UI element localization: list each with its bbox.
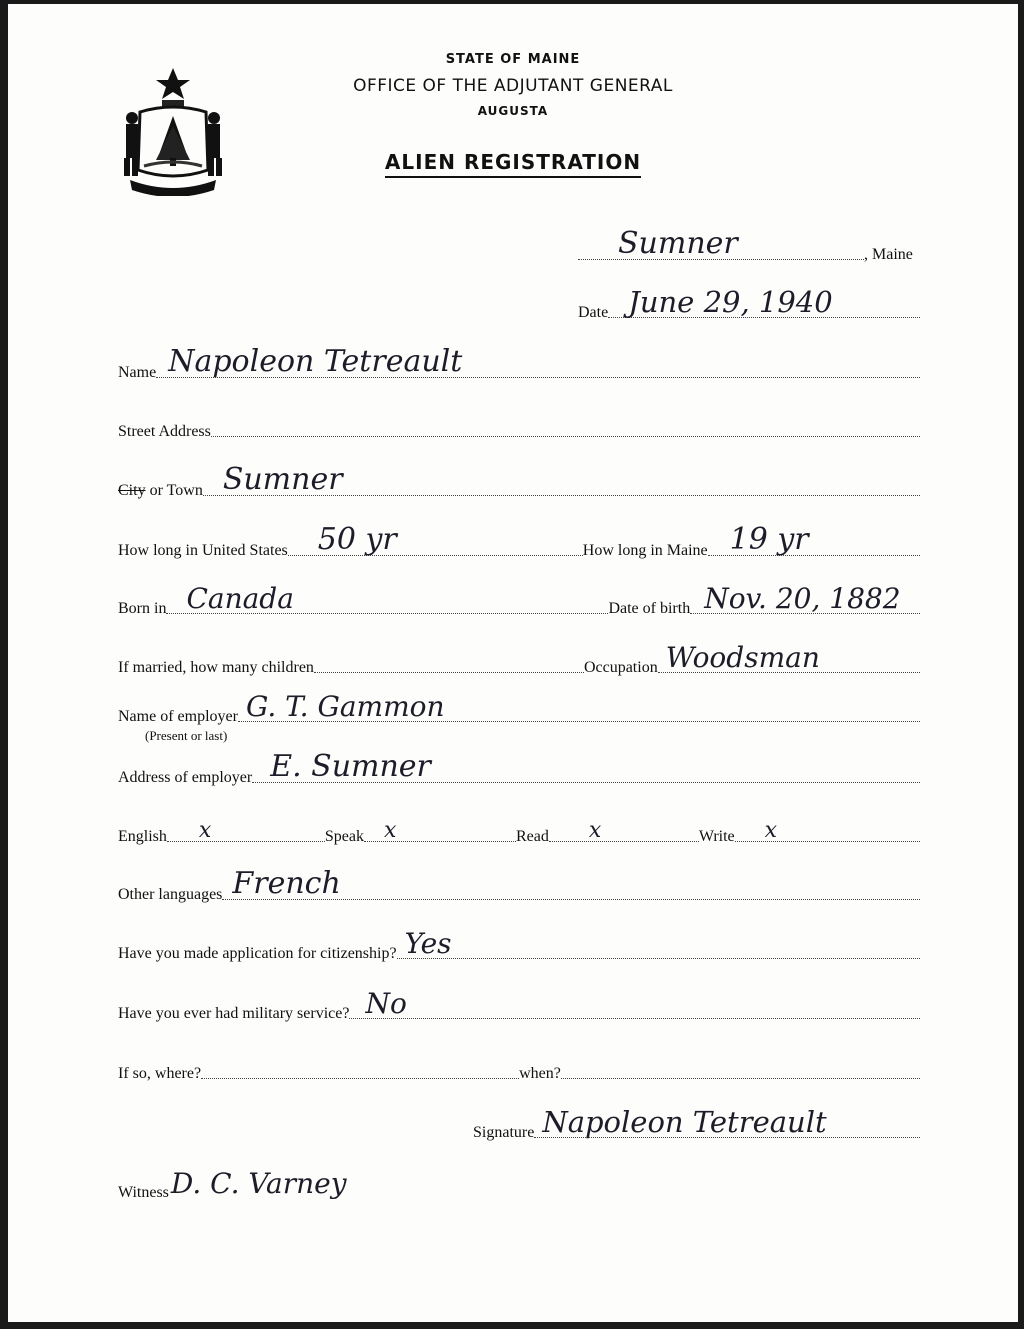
town-field[interactable] (203, 459, 920, 496)
us-years-value: 50 yr (317, 522, 397, 557)
read-value: x (588, 818, 602, 843)
office-heading: OFFICE OF THE ADJUTANT GENERAL (353, 76, 673, 96)
speak-label: Speak (324, 828, 364, 845)
signature-row (473, 1104, 920, 1144)
other-languages-value: French (232, 866, 341, 901)
birth-row (118, 580, 920, 620)
dob-field[interactable] (690, 577, 920, 614)
city-heading: AUGUSTA (477, 104, 549, 118)
citizenship-field[interactable] (397, 922, 920, 959)
children-field[interactable] (314, 636, 584, 673)
employer-row (118, 688, 920, 728)
town-row (118, 462, 920, 502)
street-label: Street Address (118, 423, 211, 440)
born-field[interactable] (166, 577, 608, 614)
born-value: Canada (186, 582, 294, 615)
name-row (118, 344, 920, 384)
military-field[interactable] (349, 982, 920, 1019)
street-row (118, 403, 920, 443)
military-row (118, 985, 920, 1025)
service-detail-row (118, 1045, 920, 1085)
language-ability-row (118, 808, 920, 848)
employer-address-row (118, 749, 920, 789)
place-suffix: , Maine (864, 246, 913, 263)
signature-label: Signature (473, 1124, 535, 1141)
children-label: If married, how many children (118, 659, 314, 676)
place-field[interactable] (578, 223, 864, 260)
employer-address-label: Address of employer (118, 769, 253, 786)
maine-years-value: 19 yr (729, 522, 809, 557)
employer-sublabel: (Present or last) (145, 728, 228, 743)
occupation-field[interactable] (658, 636, 920, 673)
maine-years-label: How long in Maine (582, 542, 708, 559)
where-label: If so, where? (118, 1065, 202, 1082)
read-label: Read (516, 828, 549, 845)
place-value: Sumner (618, 226, 738, 261)
dob-value: Nov. 20, 1882 (704, 582, 901, 615)
witness-label: Witness (118, 1184, 169, 1201)
employer-value: G. T. Gammon (245, 690, 445, 723)
name-field[interactable] (156, 341, 920, 378)
name-value: Napoleon Tetreault (168, 344, 463, 379)
seal-banner-text: MAINE (150, 176, 196, 189)
form-title-wrap (8, 150, 1018, 174)
name-label: Name (118, 364, 157, 381)
english-field[interactable] (167, 805, 325, 842)
family-row (118, 639, 920, 679)
other-languages-label: Other languages (118, 886, 223, 903)
date-value: June 29, 1940 (628, 285, 833, 319)
town-label-struck: City (118, 482, 146, 499)
english-label: English (118, 828, 167, 845)
write-label: Write (698, 828, 735, 845)
witness-row (118, 1164, 408, 1204)
when-field[interactable] (561, 1042, 920, 1079)
town-label-rest: or Town (145, 482, 203, 499)
where-field[interactable] (201, 1042, 519, 1079)
citizenship-row (118, 925, 920, 965)
read-field[interactable] (549, 805, 699, 842)
write-value: x (764, 818, 778, 843)
maine-years-field[interactable] (708, 519, 920, 556)
residence-row (118, 522, 920, 562)
us-years-label: How long in United States (118, 542, 288, 559)
other-languages-field[interactable] (222, 863, 920, 900)
occupation-label: Occupation (583, 659, 658, 676)
english-value: x (198, 818, 212, 843)
us-years-field[interactable] (288, 519, 583, 556)
date-label: Date (578, 304, 609, 321)
employer-label: Name of employer (118, 708, 238, 725)
occupation-value: Woodsman (665, 641, 820, 674)
witness-field[interactable] (169, 1162, 408, 1198)
form-title: ALIEN REGISTRATION (385, 150, 641, 178)
signature-value: Napoleon Tetreault (542, 1105, 827, 1139)
citizenship-value: Yes (404, 927, 452, 960)
signature-field[interactable] (534, 1101, 920, 1138)
military-value: No (365, 987, 407, 1020)
born-label: Born in (118, 600, 167, 617)
write-field[interactable] (735, 805, 920, 842)
registration-form (8, 4, 1018, 1322)
employer-address-value: E. Sumner (270, 749, 431, 784)
other-languages-row (118, 866, 920, 906)
citizenship-label: Have you made application for citizenship? (118, 945, 397, 962)
employer-field[interactable] (238, 685, 920, 722)
military-label: Have you ever had military service? (118, 1005, 350, 1022)
employer-address-field[interactable] (252, 746, 920, 783)
when-label: when? (519, 1065, 561, 1082)
date-row (578, 284, 920, 324)
dob-label: Date of birth (608, 600, 691, 617)
speak-value: x (384, 818, 397, 843)
witness-value: D. C. Varney (170, 1167, 347, 1200)
town-label (118, 482, 203, 502)
speak-field[interactable] (364, 805, 516, 842)
state-heading: STATE OF MAINE (445, 52, 581, 67)
street-field[interactable] (211, 400, 920, 437)
town-value: Sumner (222, 462, 343, 497)
place-row (578, 226, 920, 266)
date-field[interactable] (608, 281, 920, 318)
